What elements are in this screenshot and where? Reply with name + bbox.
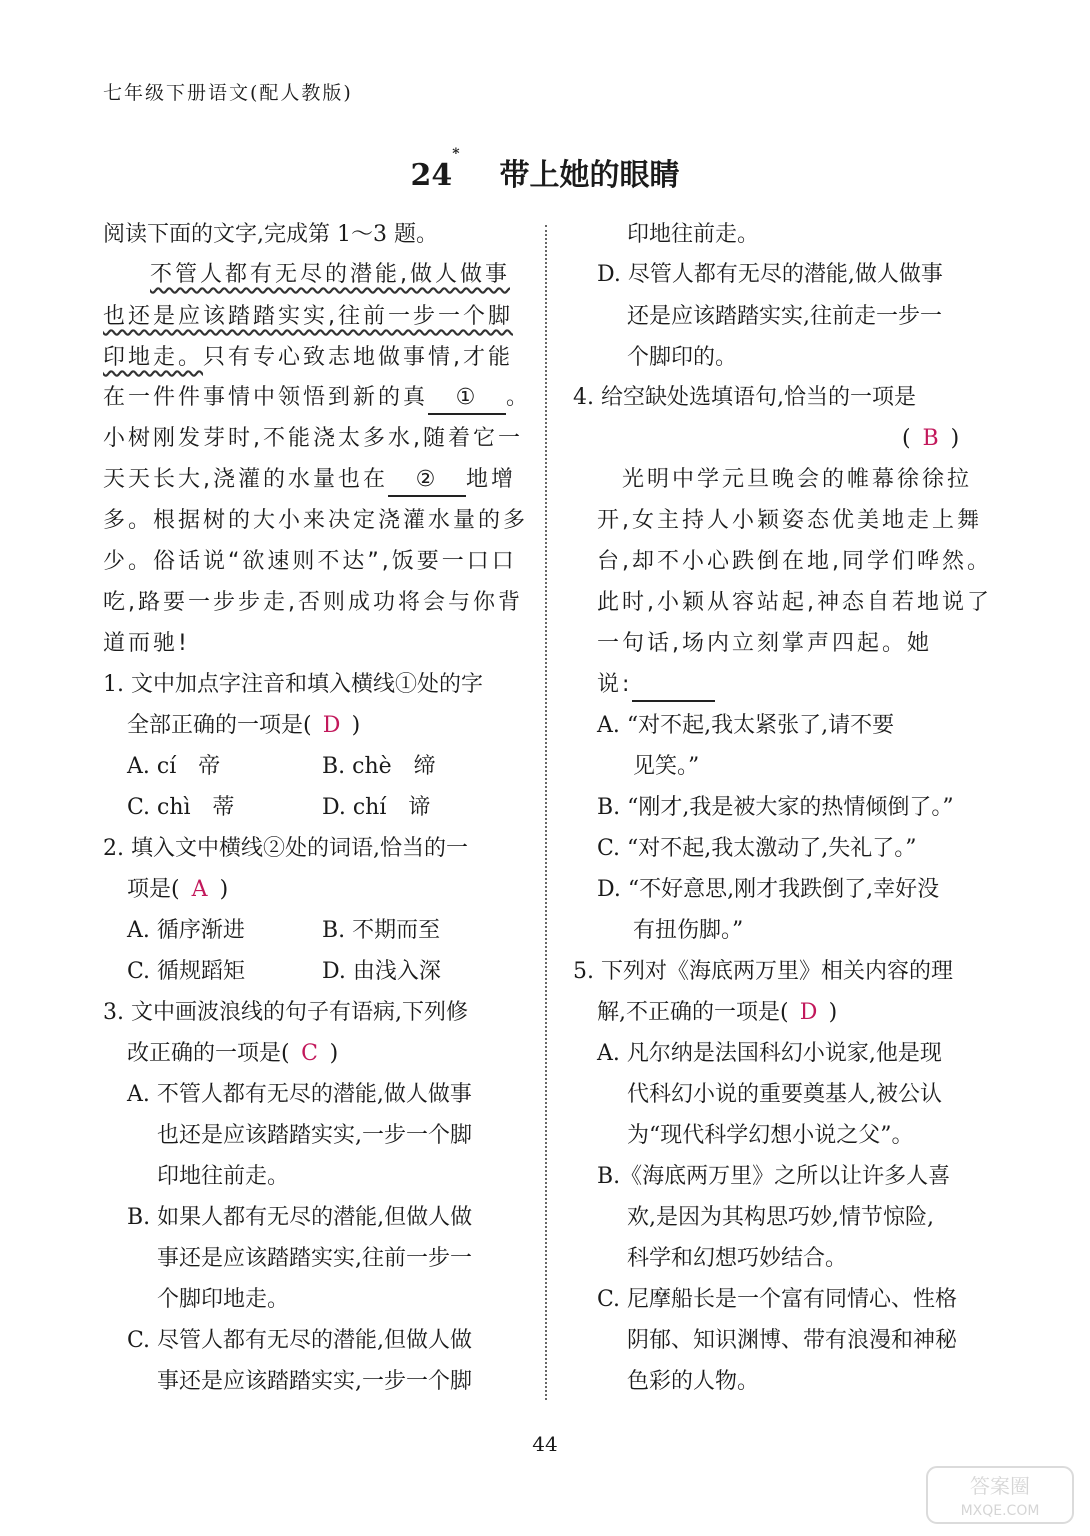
lesson-number: 24* (410, 146, 460, 193)
left-column-line: 阅读下面的文字,完成第 1～3 题。 (103, 222, 438, 247)
right-column-line: B. “刚才,我是被大家的热情倾倒了。” (597, 795, 954, 820)
left-column-line: 多。根据树的大小来决定浇灌水量的多 (103, 508, 529, 533)
left-column-line: 也还是应该踏踏实实,一步一个脚 (157, 1123, 472, 1148)
left-column-line: C. chì 蒂 (127, 795, 235, 820)
answer-mark: D (799, 1000, 818, 1025)
right-column-line: 见笑。” (633, 754, 700, 779)
right-column-line: 此时,小颖从容站起,神态自若地说了 (597, 590, 992, 615)
right-column-line: B.《海底两万里》之所以让许多人喜 (597, 1164, 951, 1189)
left-column-line: 全部正确的一项是( D ) (127, 711, 360, 741)
left-column-line: A. 不管人都有无尽的潜能,做人做事 (127, 1082, 472, 1107)
page-number: 44 (532, 1432, 558, 1456)
right-column-line: 科学和幻想巧妙结合。 (627, 1246, 848, 1271)
right-column-line: 一句话,场内立刻掌声四起。她 (597, 631, 932, 656)
right-column-line: 色彩的人物。 (627, 1369, 760, 1394)
left-column-line: 改正确的一项是( C ) (127, 1039, 338, 1069)
left-column-option: B. 不期而至 (322, 918, 441, 943)
left-column-line: 个脚印地走。 (157, 1287, 290, 1312)
answer-mark: A (191, 877, 208, 902)
left-column-line: 也还是应该踏踏实实,往前一步一个脚 (103, 304, 513, 329)
left-column-line: 印地走。只有专心致志地做事情,才能 (103, 345, 514, 370)
right-column-line: 开,女主持人小颖姿态优美地走上舞 (597, 508, 982, 533)
right-column-line: 光明中学元旦晚会的帷幕徐徐拉 (622, 467, 973, 492)
left-column-line: C. 尽管人都有无尽的潜能,但做人做 (127, 1328, 473, 1353)
left-column-line: 在一件件事情中领悟到新的真 ① 。 (103, 383, 531, 415)
fill-blank: ② (388, 465, 466, 497)
left-column-line: 少。俗话说“欲速则不达”,饭要一口口 (103, 549, 517, 574)
right-column-line: D. “不好意思,刚才我跌倒了,幸好没 (597, 877, 940, 902)
watermark-logo (925, 1465, 1075, 1525)
lesson-title-text: 带上她的眼睛 (499, 158, 680, 193)
right-column-line: 解,不正确的一项是( D ) (597, 998, 837, 1028)
left-column-line: 吃,路要一步步走,否则成功将会与你背 (103, 590, 523, 615)
svg-text:MXQE.COM: MXQE.COM (960, 1503, 1040, 1519)
right-column-line: 阴郁、知识渊博、带有浪漫和神秘 (627, 1328, 958, 1353)
fill-blank: ① (428, 383, 506, 415)
left-column-line: 天天长大,浇灌的水量也在 ② 地增 (103, 465, 516, 497)
right-column-line: C. “对不起,我太激动了,失礼了。” (597, 836, 917, 861)
left-column-line: B. 如果人都有无尽的潜能,但做人做 (127, 1205, 473, 1230)
right-column-line: A. 凡尔纳是法国科幻小说家,他是现 (597, 1041, 942, 1066)
svg-text:答案圈: 答案圈 (970, 1474, 1030, 1498)
left-column-line: 1. 文中加点字注音和填入横线①处的字 (103, 672, 483, 697)
left-column-option: D. chí 谛 (322, 795, 431, 820)
left-column-line: 印地往前走。 (157, 1164, 290, 1189)
left-column-option: B. chè 缔 (322, 754, 436, 779)
right-column-line: 代科幻小说的重要奠基人,被公认 (627, 1082, 942, 1107)
right-column-line: 欢,是因为其构思巧妙,情节惊险, (627, 1205, 934, 1230)
right-column-line: 还是应该踏踏实实,往前走一步一 (627, 304, 942, 329)
right-column-line: 说: (597, 670, 715, 702)
fill-blank (632, 670, 715, 702)
book-header: 七年级下册语文(配人教版) (103, 82, 353, 104)
column-divider (545, 225, 547, 1400)
right-column-line: C. 尼摩船长是一个富有同情心、性格 (597, 1287, 958, 1312)
left-column-option: D. 由浅入深 (322, 959, 441, 984)
answer-mark: B (922, 426, 939, 451)
lesson-title (0, 146, 1090, 194)
right-column-line: 有扭伤脚。” (633, 918, 744, 943)
right-column-line: 台,却不小心跌倒在地,同学们哗然。 (597, 549, 992, 574)
left-column-line: 3. 文中画波浪线的句子有语病,下列修 (103, 1000, 468, 1025)
left-column-line: 小树刚发芽时,不能浇太多水,随着它一 (103, 426, 523, 451)
right-column-line: 5. 下列对《海底两万里》相关内容的理 (573, 959, 953, 984)
right-column-line: A. “对不起,我太紧张了,请不要 (597, 713, 895, 738)
answer-mark: C (301, 1041, 319, 1066)
right-column-line: 印地往前走。 (627, 222, 760, 247)
left-column-line: 2. 填入文中横线②处的词语,恰当的一 (103, 836, 468, 861)
right-column-line: 4. 给空缺处选填语句,恰当的一项是 (573, 385, 916, 410)
left-column-line: 事还是应该踏踏实实,一步一个脚 (157, 1369, 472, 1394)
left-column-line: 项是( A ) (127, 875, 228, 905)
right-column-line: ( B ) (902, 424, 959, 454)
answer-mark: D (322, 713, 341, 738)
right-column-line: D. 尽管人都有无尽的潜能,做人做事 (597, 262, 943, 287)
right-column-line: 个脚印的。 (627, 345, 738, 370)
left-column-line: A. 循序渐进 (127, 918, 245, 943)
left-column-line: A. cí 帝 (127, 754, 221, 779)
left-column-line: 事还是应该踏踏实实,往前一步一 (157, 1246, 472, 1271)
left-column-line: 道而驰! (103, 631, 190, 656)
left-column-line: C. 循规蹈矩 (127, 959, 246, 984)
left-column-line: 不管人都有无尽的潜能,做人做事 (150, 262, 510, 287)
right-column-line: 为“现代科学幻想小说之父”。 (627, 1123, 914, 1148)
